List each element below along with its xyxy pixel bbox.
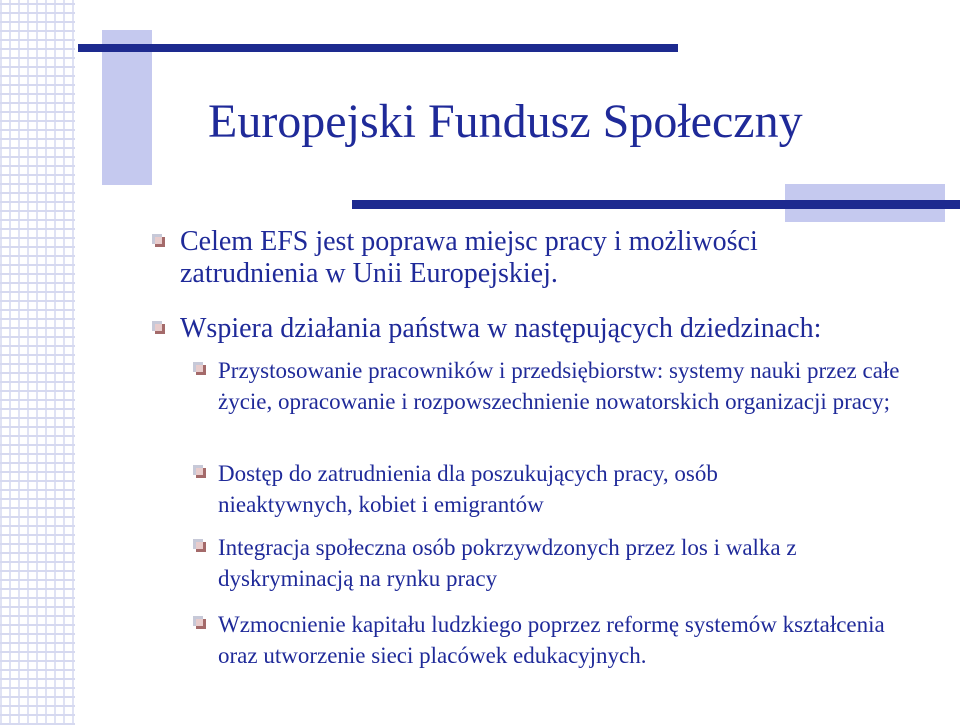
subbullet-text: Dostęp do zatrudnienia dla poszukujących pracy, osób nieaktywnych, kobiet i emigrantów xyxy=(218,461,718,517)
square-bullet-icon xyxy=(193,616,206,629)
decorative-block-left xyxy=(102,30,152,185)
subbullet-text: Integracja społeczna osób pokrzywdzonych przez los i walka z dyskryminacją na rynku pracy xyxy=(218,535,797,591)
square-bullet-icon xyxy=(193,465,206,478)
bullet-text: Celem EFS jest poprawa miejsc pracy i możliwości zatrudnienia w Unii Europejskiej. xyxy=(180,226,758,289)
background-grid-pattern xyxy=(0,0,75,725)
slide-title: Europejski Fundusz Społeczny xyxy=(208,95,803,148)
decorative-bar-middle xyxy=(352,200,960,209)
square-bullet-icon xyxy=(193,362,206,375)
square-bullet-icon xyxy=(193,539,206,552)
decorative-bar-top xyxy=(78,44,678,52)
subbullet-text: Przystosowanie pracowników i przedsiębiorstw: systemy nauki przez całe życie, opracowanie i rozpowszechnienie nowatorskich organizacji pracy; xyxy=(218,358,900,414)
subbullet-text: Wzmocnienie kapitału ludzkiego poprzez reformę systemów kształcenia oraz utworzenie sieci placówek edukacyjnych. xyxy=(218,612,885,668)
square-bullet-icon xyxy=(152,234,165,247)
square-bullet-icon xyxy=(152,321,165,334)
bullet-text: Wspiera działania państwa w następujących dziedzinach: xyxy=(180,313,822,344)
